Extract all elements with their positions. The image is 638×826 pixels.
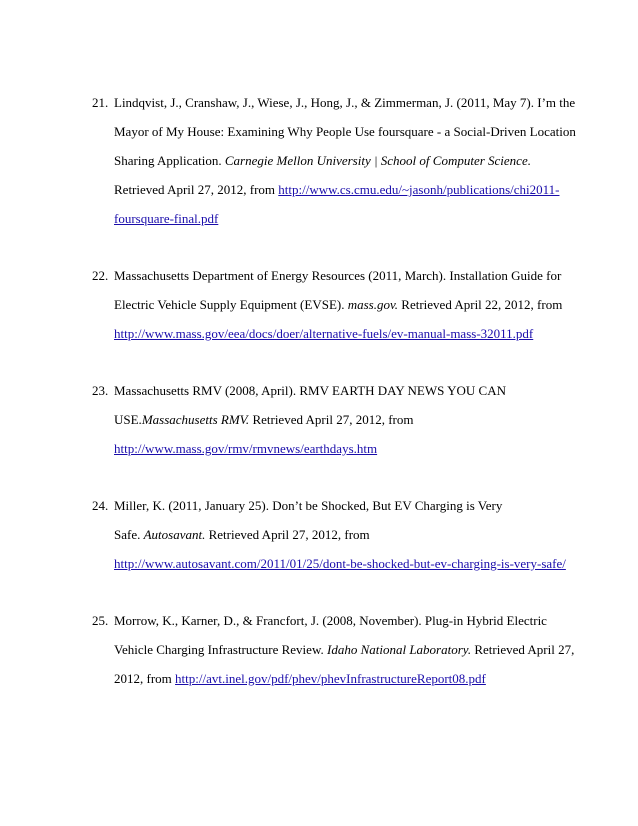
reference-text: Vehicle Charging Infrastructure Review. bbox=[114, 642, 327, 657]
reference-list bbox=[92, 88, 576, 721]
reference-line bbox=[92, 491, 572, 520]
reference-number: 21. bbox=[92, 95, 109, 110]
reference-item-21 bbox=[92, 88, 576, 233]
reference-text: Mayor of My House: Examining Why People Use foursquare - a Social-Driven Location bbox=[114, 124, 576, 139]
reference-line bbox=[114, 204, 572, 233]
reference-number: 22. bbox=[92, 268, 109, 283]
reference-line bbox=[114, 405, 572, 434]
reference-line bbox=[114, 290, 572, 319]
reference-text: 2012, from bbox=[114, 671, 176, 686]
source-title: Idaho National Laboratory. bbox=[326, 642, 472, 657]
reference-link[interactable]: http://www.autosavant.com/2011/01/25/dont-be-shocked-but-ev-charging-is-very-safe/ bbox=[114, 556, 566, 571]
reference-text: Massachusetts Department of Energy Resources (2011, March). Installation Guide for bbox=[114, 268, 562, 283]
reference-link[interactable]: http://www.mass.gov/rmv/rmvnews/earthdays.htm bbox=[114, 441, 378, 456]
reference-text: Safe. bbox=[114, 527, 144, 542]
reference-text: Lindqvist, J., Cranshaw, J., Wiese, J., Hong, J., & Zimmerman, J. (2011, May 7). I’m the bbox=[114, 95, 576, 110]
reference-text: Retrieved April 27, bbox=[471, 642, 575, 657]
reference-text: Retrieved April 27, 2012, from bbox=[249, 412, 414, 427]
reference-link[interactable]: http://www.mass.gov/eea/docs/doer/alternative-fuels/ev-manual-mass-32011.pdf bbox=[114, 326, 534, 341]
reference-text: Miller, K. (2011, January 25). Don’t be Shocked, But EV Charging is Very bbox=[114, 498, 503, 513]
source-title: Autosavant. bbox=[143, 527, 206, 542]
reference-text: Massachusetts RMV (2008, April). RMV EARTH DAY NEWS YOU CAN bbox=[114, 383, 506, 398]
reference-line bbox=[114, 520, 572, 549]
reference-line bbox=[114, 146, 572, 175]
reference-item-22 bbox=[92, 261, 572, 348]
reference-text: Electric Vehicle Supply Equipment (EVSE). bbox=[114, 297, 348, 312]
reference-text: Retrieved April 27, 2012, from bbox=[205, 527, 370, 542]
reference-line bbox=[114, 434, 572, 463]
reference-line bbox=[92, 376, 572, 405]
source-title: Carnegie Mellon University | School of Computer Science. bbox=[224, 153, 531, 168]
reference-line bbox=[114, 549, 572, 578]
reference-number: 23. bbox=[92, 383, 109, 398]
reference-line bbox=[114, 664, 572, 693]
reference-link-continued[interactable]: foursquare-final.pdf bbox=[114, 211, 219, 226]
source-title: mass.gov. bbox=[347, 297, 399, 312]
reference-text: USE. bbox=[114, 412, 142, 427]
reference-line bbox=[92, 261, 572, 290]
reference-item-23 bbox=[92, 376, 572, 463]
reference-link[interactable]: http://www.cs.cmu.edu/~jasonh/publications/chi2011- bbox=[278, 182, 560, 197]
reference-link[interactable]: http://avt.inel.gov/pdf/phev/phevInfrastructureReport08.pdf bbox=[175, 671, 486, 686]
reference-item-24 bbox=[92, 491, 572, 578]
reference-text: Retrieved April 27, 2012, from bbox=[114, 182, 279, 197]
reference-number: 24. bbox=[92, 498, 109, 513]
reference-line bbox=[114, 319, 572, 348]
reference-number: 25. bbox=[92, 613, 109, 628]
reference-text: Sharing Application. bbox=[114, 153, 225, 168]
reference-line bbox=[92, 88, 576, 117]
reference-line bbox=[114, 635, 575, 664]
source-title: Massachusetts RMV. bbox=[141, 412, 250, 427]
reference-text: Morrow, K., Karner, D., & Francfort, J. (2008, November). Plug-in Hybrid Electric bbox=[114, 613, 547, 628]
reference-line bbox=[92, 606, 572, 635]
reference-item-25 bbox=[92, 606, 575, 693]
reference-line bbox=[114, 175, 572, 204]
reference-text: Retrieved April 22, 2012, from bbox=[398, 297, 563, 312]
